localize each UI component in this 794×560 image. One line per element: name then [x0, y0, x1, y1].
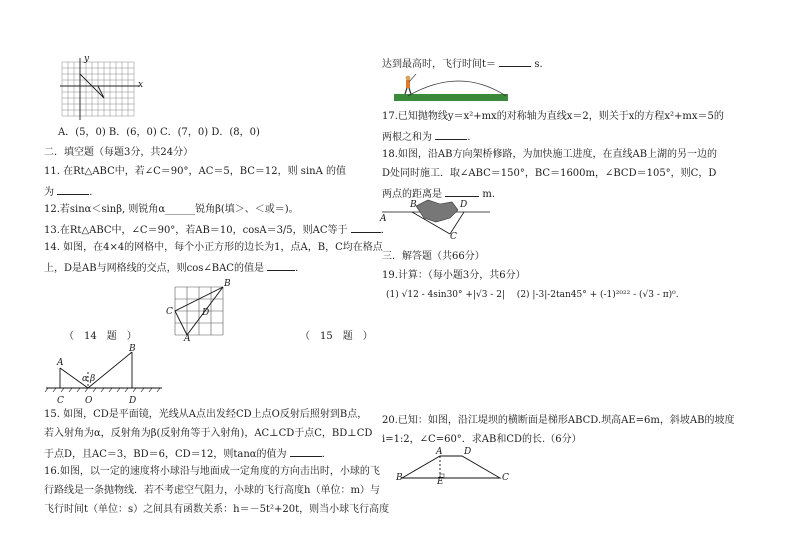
fig20-label-c: C — [502, 473, 509, 483]
q14-line2-text: 上，D是AB与网格线的交点，则cos∠BAC的值是 — [44, 263, 264, 274]
fig14-label-b: B — [224, 279, 231, 289]
q14-line1: 14. 如图，在4×4的网格中，每个小正方形的边长为1，点A，B，C均在格点 — [44, 242, 383, 253]
q12: 12.若sinα＜sinβ, 则锐角α______锐角β(填＞、＜或＝)。 — [44, 204, 299, 215]
fig18-label-d: D — [460, 200, 468, 210]
q16-line1: 16.如图，以一定的速度将小球沿与地面成一定角度的方向击出时，小球的飞 — [44, 466, 380, 477]
q16-unit: s. — [534, 59, 543, 70]
q15-answer-blank[interactable] — [290, 446, 322, 457]
q11-line2-text: 为 — [44, 187, 54, 198]
q11-answer-blank[interactable] — [57, 184, 89, 195]
mirror-reflection-figure — [44, 346, 164, 398]
q11-line1: 11. 在Rt△ABC中，若∠C＝90°，AC＝5，BC＝12，则 sinA 的值 — [44, 166, 346, 177]
fig15-label-d: D — [129, 396, 137, 406]
golfer-icon — [394, 70, 510, 104]
q18-line2: D处同时施工．取∠ABC＝150°，BC＝1600m，∠BCD＝105°，则C，D — [382, 168, 717, 179]
trapezoid-dam-figure — [396, 450, 506, 486]
section3-title: 三．解答题（共66分） — [382, 251, 485, 262]
fig15-label-b: B — [129, 344, 136, 354]
fig18-label-b: B — [410, 200, 417, 210]
axis-x-label: x — [138, 80, 144, 90]
lake-bridge-figure — [380, 196, 492, 240]
q20-line2: i=1:2，∠C=60°．求AB和CD的长.（6分） — [382, 434, 582, 445]
axis-y-label: y — [84, 54, 90, 64]
fig15-label-a: A — [57, 358, 64, 368]
q13-answer-blank[interactable] — [351, 222, 381, 233]
fig20-label-b: B — [396, 473, 403, 483]
fig14-label-a: A — [184, 334, 191, 344]
q15-line3: 于点D，且AC＝3，BD＝6，CD＝12，则tanα的值为 ． — [44, 446, 332, 462]
q17-answer-blank[interactable] — [435, 129, 467, 140]
q15-line2: 若入射角为α，反射角为β(反射角等于入射角)，AC⊥CD于点C，BD⊥CD — [44, 428, 373, 439]
q15-line1: 15. 如图，CD是平面镜，光线从A点出发经CD上点O反射后照射到B点， — [44, 409, 368, 420]
fig20-label-d: D — [464, 447, 472, 457]
q15-line3-text: 于点D，且AC＝3，BD＝6，CD＝12，则tanα的值为 — [44, 449, 287, 460]
fig15-label-beta: β — [90, 374, 96, 384]
q16-answer-blank[interactable] — [499, 56, 531, 67]
q19-items: (1) √12 - 4sin30° +|√3 - 2| (2) |-3|-2tan45° + (-1)²⁰²² - (√3 - π)⁰. — [386, 290, 679, 300]
fig14-label-d: D — [202, 308, 210, 318]
fig15-label-o: O — [85, 396, 93, 406]
fig18-label-a: A — [380, 214, 387, 224]
q18-line1: 18.如图，沿AB方向架桥修路，为加快施工进度，在直线AB上湖的另一边的 — [382, 149, 718, 160]
q13-text: 13.在Rt△ABC中，∠C＝90°，若AB＝10，cosA＝3/5，则AC等于 — [44, 225, 348, 236]
q19-title: 19.计算：（每小题3分，共6分） — [382, 270, 526, 281]
section2-title: 二．填空题（每题3分，共24分） — [44, 147, 194, 158]
q17-line2: 两根之和为 ． — [382, 129, 477, 145]
choice-options: A．(5，0) B．(6，0) C．(7，0) D．(8，0) — [58, 127, 260, 138]
fig20-label-e: E — [437, 477, 444, 487]
fig14-caption: （ 14 题 ） — [64, 331, 137, 342]
q16-line2: 行路线是一条抛物线．若不考虑空气阻力，小球的飞行高度h（单位：m）与 — [44, 485, 380, 496]
fig14-label-c: C — [166, 307, 173, 317]
q13: 13.在Rt△ABC中，∠C＝90°，若AB＝10，cosA＝3/5，则AC等于 ． — [44, 222, 391, 238]
coordinate-grid-figure — [60, 58, 144, 122]
q16-cont-text: 达到最高时，飞行时间t＝ — [382, 59, 497, 70]
q11-line2: 为 ． — [44, 184, 99, 200]
grid-triangle-figure — [170, 282, 230, 342]
q16-line3: 飞行时间t（单位：s）之间具有函数关系：h＝－5t²+20t，则当小球飞行高度 — [44, 504, 390, 515]
fig15-label-c: C — [57, 396, 64, 406]
fig20-label-a: A — [436, 447, 443, 457]
q18-unit: m. — [482, 189, 496, 200]
fig15-caption: （ 15 题 ） — [300, 331, 373, 342]
q14-line2: 上，D是AB与网格线的交点，则cos∠BAC的值是 ． — [44, 260, 305, 276]
q18-line3-text: 两点的距离是 — [382, 189, 442, 200]
q17-line2-text: 两根之和为 — [382, 132, 432, 143]
fig18-label-c: C — [450, 232, 457, 242]
fig15-label-alpha: α — [82, 374, 89, 384]
q17-line1: 17.已知抛物线y＝x²+mx的对称轴为直线x＝2，则关于x的方程x²+mx＝5的 — [382, 111, 724, 122]
q20-line1: 20.已知：如图，沿江堤坝的横断面是梯形ABCD.坝高AE=6m，斜坡AB的坡度 — [382, 415, 735, 426]
q14-answer-blank[interactable] — [267, 260, 295, 271]
